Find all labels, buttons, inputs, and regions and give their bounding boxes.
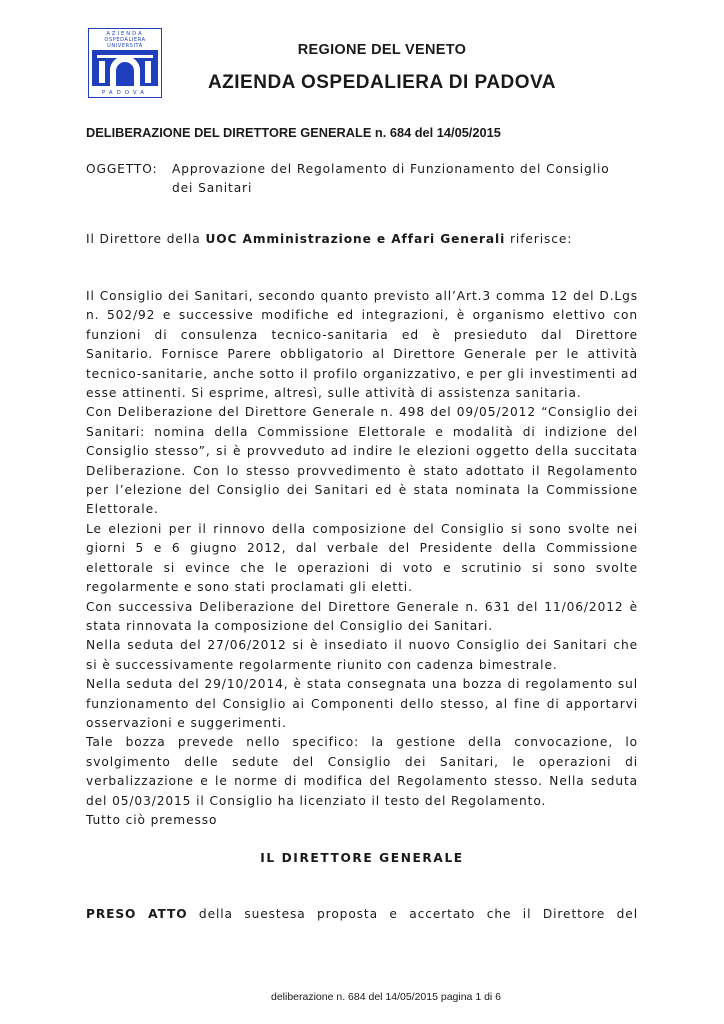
region-heading: REGIONE DEL VENETO <box>297 42 467 58</box>
preso-atto-label: PRESO ATTO <box>86 907 188 921</box>
reporter-prefix: Il Direttore della <box>86 232 206 246</box>
body-paragraph: Il Consiglio dei Sanitari, secondo quanto previsto all’Art.3 comma 12 del D.Lgs n. 502/92 e successive modifiche ed integrazioni, è organismo elettivo con funzioni di consulenza tecnico-sanitaria ed è presieduto dal Direttore Sanitario. Fornisce Parere obbligatorio al Direttore Generale per le attività tecnico-sanitarie, anche sotto il profilo organizzativo, e per gli investimenti ad esse attinenti. Si esprime, altresì, sulle attività di assistenza sanitaria. <box>86 289 638 401</box>
body-paragraph: Con Deliberazione del Direttore Generale n. 498 del 09/05/2012 “Consiglio dei Sanitari: nomina della Commissione Elettorale e modalità di indizione del Consiglio stesso”, si è provveduto ad indire le elezioni oggetto della succitata Deliberazione. Con lo stesso provvedimento è stato adottato il Regolamento per l’elezione del Consiglio dei Sanitari ed è stata nominata la Commissione Elettorale. <box>86 405 638 517</box>
director-general-heading: IL DIRETTORE GENERALE <box>260 851 464 865</box>
svg-text:UNIVERSITÀ: UNIVERSITÀ <box>107 43 143 49</box>
deliberation-title: DELIBERAZIONE DEL DIRETTORE GENERALE n. 684 del 14/05/2015 <box>86 125 501 140</box>
hospital-heading: AZIENDA OSPEDALIERA DI PADOVA <box>207 72 557 93</box>
svg-text:AZIENDA: AZIENDA <box>106 31 144 37</box>
svg-text:PADOVA: PADOVA <box>102 90 148 96</box>
body-paragraph: Nella seduta del 27/06/2012 si è insediato il nuovo Consiglio dei Sanitari che si è successivamente regolarmente riunito con cadenza bimestrale. <box>86 638 638 672</box>
preso-atto-text: della suestesa proposta e accertato che il Direttore del <box>187 907 638 921</box>
reporter-line <box>86 232 572 246</box>
body-paragraph: Tutto ciò premesso <box>86 812 218 827</box>
page-footer: deliberazione n. 684 del 14/05/2015 pagina 1 di 6 <box>270 991 502 1003</box>
preso-atto-line <box>86 907 638 921</box>
body-paragraph: Nella seduta del 29/10/2014, è stata consegnata una bozza di regolamento sul funzionamento del Consiglio ai Componenti dello stesso, al fine di apportarvi osservazioni e suggerimenti. <box>86 677 638 730</box>
reporter-unit: UOC Amministrazione e Affari Generali <box>205 232 506 246</box>
reporter-suffix: riferisce: <box>505 232 573 246</box>
subject-line-1: Approvazione del Regolamento di Funzionamento del Consiglio <box>172 162 610 176</box>
body-paragraph: Tale bozza prevede nello specifico: la gestione della convocazione, lo svolgimento delle sedute del Consiglio dei Sanitari, le operazioni di verbalizzazione e le norme di modifica del Regolamento stesso. Nella seduta del 05/03/2015 il Consiglio ha licenziato il testo del Regolamento. <box>86 735 638 808</box>
subject-label: OGGETTO: <box>86 162 158 176</box>
body-paragraph: Con successiva Deliberazione del Direttore Generale n. 631 del 11/06/2012 è stata rinnovata la composizione del Consiglio dei Sanitari. <box>86 599 638 633</box>
body-paragraph: Le elezioni per il rinnovo della composizione del Consiglio si sono svolte nei giorni 5 e 6 giugno 2012, dal verbale del Presidente della Commissione elettorale si evince che le operazioni di voto e scrutinio si sono svolte regolarmente e sono stati proclamati gli eletti. <box>86 521 638 595</box>
subject-line-2: dei Sanitari <box>172 181 253 195</box>
document-body <box>86 287 638 830</box>
svg-text:OSPEDALIERA: OSPEDALIERA <box>104 37 146 43</box>
subject-block <box>86 160 646 198</box>
